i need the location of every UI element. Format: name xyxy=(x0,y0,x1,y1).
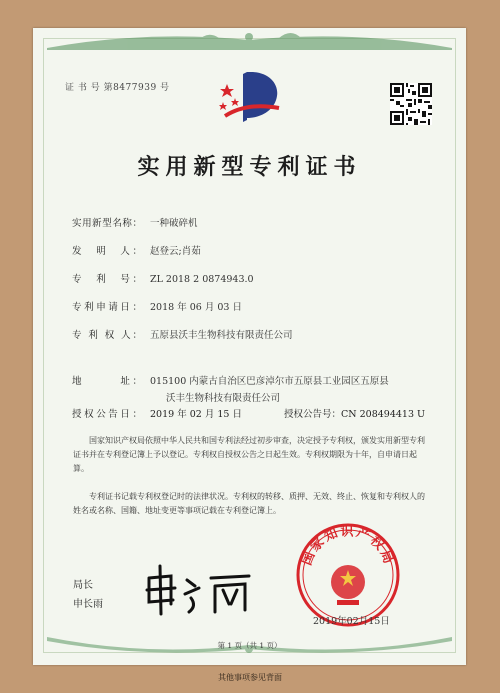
field-label: 专 利 号： xyxy=(72,274,142,285)
director-name: 申长雨 xyxy=(73,599,103,610)
field-patentee xyxy=(72,327,293,341)
field-value: 一种破碎机 xyxy=(150,218,198,229)
field-utility-name xyxy=(72,215,198,229)
field-address xyxy=(72,373,389,387)
field-value: 015100 内蒙古自治区巴彦淖尔市五原县工业园区五原县 xyxy=(150,376,389,387)
notice-paragraph-2: 专利证书记载专利权登记时的法律状况。专利权的转移、质押、无效、终止、恢复和专利权人的姓名或名称、国籍、地址变更等事项记载在专利登记簿上。 xyxy=(73,492,425,515)
notice-paragraph-1: 国家知识产权局依照中华人民共和国专利法经过初步审查，决定授予专利权，颁发实用新型专利证书并在专利登记簿上予以登记。专利权自授权公告之日起生效。专利权期限为十年，自申请日起算。 xyxy=(73,436,425,473)
field-label: 发 明 人： xyxy=(72,246,142,257)
field-label: 地 址： xyxy=(72,376,142,387)
field-label: 实用新型名称： xyxy=(72,218,142,229)
address-line-2: 沃丰生物科技有限责任公司 xyxy=(166,393,281,404)
field-value: 五原县沃丰生物科技有限责任公司 xyxy=(150,330,293,341)
top-ornament xyxy=(47,28,452,50)
director-signature xyxy=(141,560,261,620)
field-filing-date xyxy=(72,299,242,313)
certificate-title: 实用新型专利证书 xyxy=(137,154,362,180)
director-title: 局长 xyxy=(73,580,93,591)
field-patent-number xyxy=(72,271,254,285)
cnipa-logo xyxy=(217,66,285,126)
field-grant-date xyxy=(72,406,426,420)
field-label: 专 利 权 人： xyxy=(72,330,142,341)
announcement-number: 授权公告号：CN 208494413 U xyxy=(284,409,426,420)
field-value: 2018 年 06 月 03 日 xyxy=(150,302,242,313)
field-label: 专利申请日： xyxy=(72,302,142,313)
seal-date: 2019年02月15日 xyxy=(313,616,390,627)
svg-text:国家知识产权局: 国家知识产权局 xyxy=(299,524,397,568)
footer-note: 其他事项参见背面 xyxy=(218,673,282,682)
field-value: ZL 2018 2 0874943.0 xyxy=(150,274,254,285)
certificate-paper xyxy=(33,28,466,665)
field-inventor xyxy=(72,243,201,257)
field-label: 授权公告日： xyxy=(72,409,142,420)
field-value: 2019 年 02 月 15 日 xyxy=(150,409,242,420)
certificate-number: 证 书 号 第8477939 号 xyxy=(65,83,170,93)
page-number: 第 1 页（共 1 页） xyxy=(217,641,282,650)
qr-code xyxy=(390,83,432,125)
field-value: 赵登云;肖茹 xyxy=(150,246,201,257)
